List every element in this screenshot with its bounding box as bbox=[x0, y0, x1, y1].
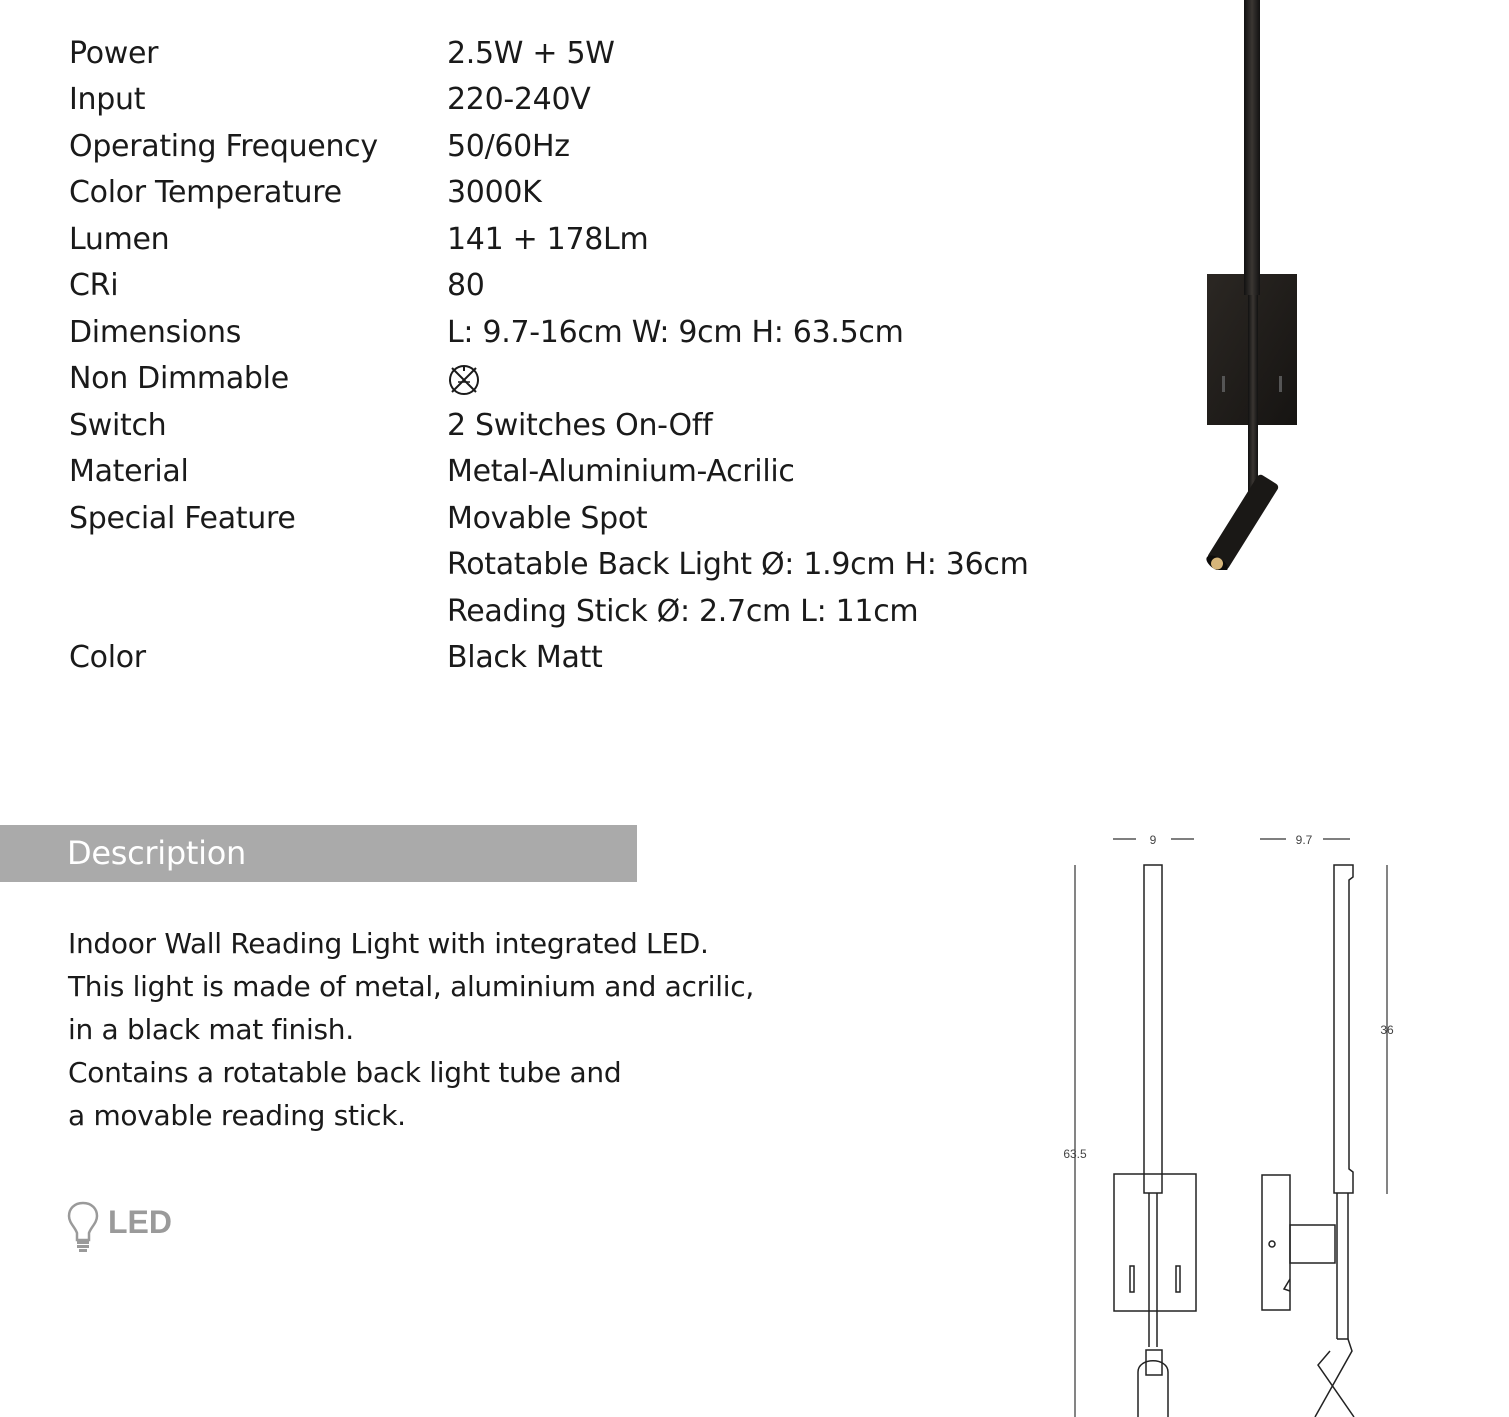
non-dimmable-icon bbox=[447, 362, 483, 398]
front-width-label: 9 bbox=[1149, 833, 1157, 847]
spec-value: Black Matt bbox=[447, 640, 603, 675]
spec-label: Lumen bbox=[69, 222, 170, 257]
front-view bbox=[1114, 865, 1196, 1417]
spec-label: Material bbox=[69, 454, 189, 489]
spec-value: 2 Switches On-Off bbox=[447, 408, 713, 443]
led-badge bbox=[66, 1200, 196, 1256]
spec-label: CRi bbox=[69, 268, 119, 303]
spec-label: Dimensions bbox=[69, 315, 242, 350]
spec-label: Power bbox=[69, 36, 159, 71]
spec-value: 220-240V bbox=[447, 82, 591, 117]
spec-label: Input bbox=[69, 82, 146, 117]
spec-value: 50/60Hz bbox=[447, 129, 570, 164]
spec-value: L: 9.7-16cm W: 9cm H: 63.5cm bbox=[447, 315, 904, 350]
spec-label: Non Dimmable bbox=[69, 361, 289, 396]
spec-value: 141 + 178Lm bbox=[447, 222, 649, 257]
technical-drawing bbox=[1050, 817, 1450, 1417]
spec-value: 80 bbox=[447, 268, 485, 303]
description-header bbox=[0, 825, 637, 882]
spec-label: Color Temperature bbox=[69, 175, 342, 210]
description-line: a movable reading stick. bbox=[68, 1099, 406, 1132]
description-line: This light is made of metal, aluminium and acrilic, bbox=[68, 970, 754, 1003]
product-image bbox=[1170, 0, 1330, 570]
description-title: Description bbox=[67, 834, 246, 872]
total-height-label: 63.5 bbox=[1063, 1147, 1087, 1161]
description-line: Indoor Wall Reading Light with integrated LED. bbox=[68, 927, 709, 960]
spec-value: Movable Spot bbox=[447, 501, 648, 536]
spec-value: 2.5W + 5W bbox=[447, 36, 615, 71]
spec-value: 3000K bbox=[447, 175, 542, 210]
description-line: in a black mat finish. bbox=[68, 1013, 354, 1046]
side-view bbox=[1262, 865, 1354, 1417]
description-text bbox=[68, 922, 754, 1137]
led-label: LED bbox=[108, 1204, 172, 1240]
led-bulb-icon bbox=[66, 1200, 100, 1256]
spec-label: Color bbox=[69, 640, 146, 675]
description-line: Contains a rotatable back light tube and bbox=[68, 1056, 622, 1089]
spec-value: Rotatable Back Light Ø: 1.9cm H: 36cm bbox=[447, 547, 1029, 582]
spec-value: Reading Stick Ø: 2.7cm L: 11cm bbox=[447, 594, 919, 629]
spec-label: Operating Frequency bbox=[69, 129, 378, 164]
spec-label: Special Feature bbox=[69, 501, 296, 536]
spec-value: Metal-Aluminium-Acrilic bbox=[447, 454, 795, 489]
spec-label: Switch bbox=[69, 408, 167, 443]
side-width-label: 9.7 bbox=[1295, 833, 1313, 847]
tube-height-label: 36 bbox=[1380, 1023, 1394, 1037]
